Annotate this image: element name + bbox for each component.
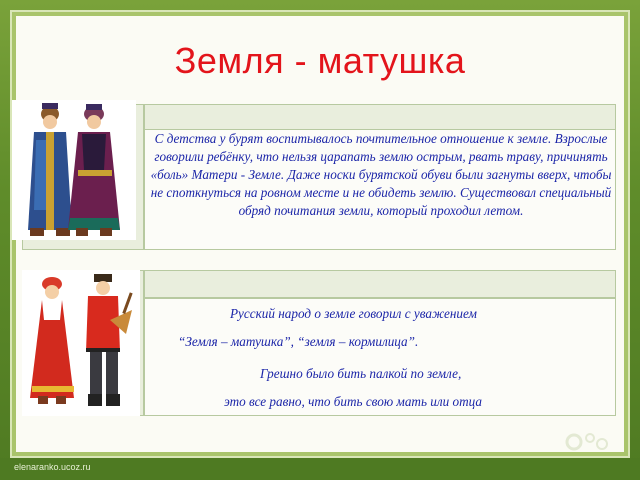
bottom-border [0,458,640,480]
russian-line-3: Грешно было бить палкой по земле, [260,366,462,381]
buryat-couple-image [12,100,136,240]
paragraph-buryat: С детства у бурят воспитывалось почтительное отношение к земле. Взрослые говорили ребёнку, что нельзя царапать землю острым, рвать траву, причинять «боль» Матери - Земле. Даже носки бурятской обуви были загнуты вверх, чтобы не споткнуться на ровном месте и не обидеть землю. Существовал специальный обряд почитания земли, который проходил летом. [150,131,612,218]
source-watermark: elenaranko.ucoz.ru [14,462,91,472]
block2-header-bar [144,270,616,298]
russian-couple-image [22,270,140,416]
russian-line-1: Русский народ о земле говорил с уважением [230,306,477,321]
decorative-bubbles [560,428,610,459]
russian-line-2: “Земля – матушка”, “земля – кормилица”. [178,334,419,349]
block1-header-bar [144,104,616,130]
slide-title: Земля - матушка [174,40,466,81]
russian-line-4: это все равно, что бить свою мать или отца [224,394,482,409]
